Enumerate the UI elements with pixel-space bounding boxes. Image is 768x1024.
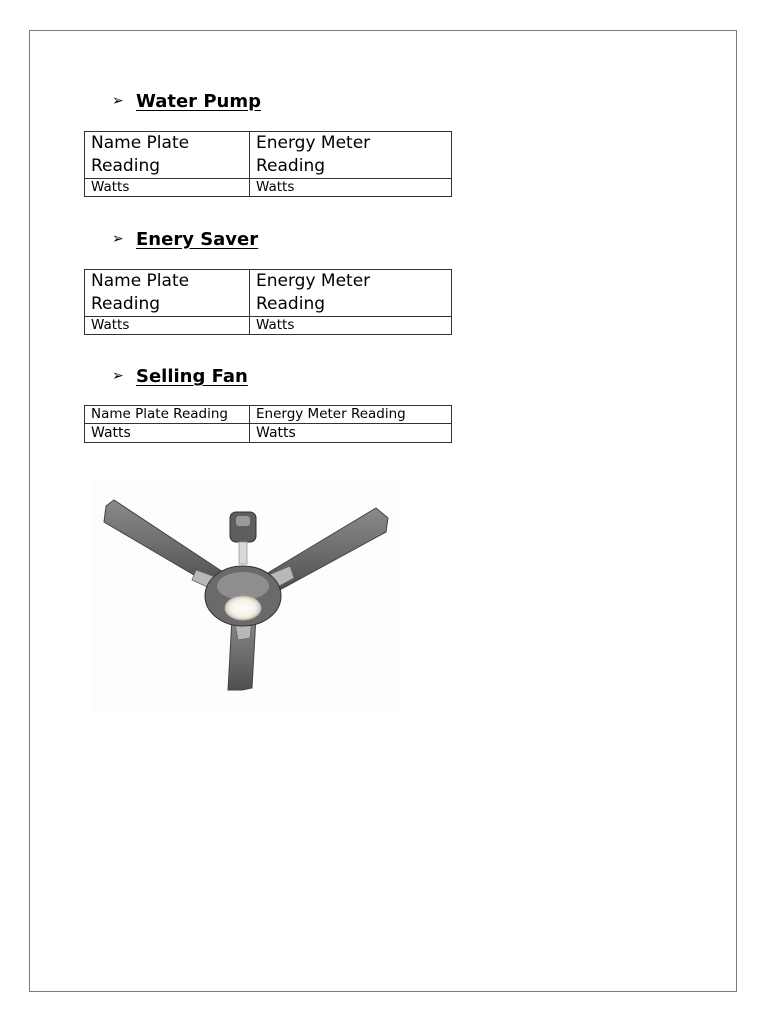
table-header-row [85, 406, 452, 424]
table-header-row [85, 132, 452, 179]
header-cell-name-plate: Name Plate Reading [85, 132, 250, 179]
table-cell: Watts [85, 179, 250, 197]
fan-light [225, 596, 261, 620]
fan-blade-bottom [228, 616, 256, 690]
arrow-bullet-icon: ➢ [112, 368, 124, 384]
table-row [85, 317, 452, 335]
arrow-bullet-icon: ➢ [112, 93, 124, 109]
arrow-bullet-icon: ➢ [112, 231, 124, 247]
header-cell-energy-meter: Energy Meter Reading [250, 406, 452, 424]
table-cell: Watts [250, 317, 452, 335]
table-row [85, 179, 452, 197]
section-title: Selling Fan [136, 366, 248, 387]
table-cell: Watts [85, 317, 250, 335]
energy-saver-table [84, 269, 452, 335]
section-title: Water Pump [136, 91, 261, 112]
section-heading-water-pump [112, 91, 261, 112]
ceiling-fan-image [92, 478, 398, 712]
table-header-row [85, 270, 452, 317]
header-cell-energy-meter: Energy Meter Reading [250, 270, 452, 317]
table-row [85, 424, 452, 443]
table-cell: Watts [85, 424, 250, 443]
water-pump-table [84, 131, 452, 197]
fan-motor-housing [205, 566, 281, 626]
table-cell: Watts [250, 424, 452, 443]
header-cell-name-plate: Name Plate Reading [85, 270, 250, 317]
section-heading-energy-saver [112, 229, 258, 250]
header-cell-energy-meter: Energy Meter Reading [250, 132, 452, 179]
header-cell-name-plate: Name Plate Reading [85, 406, 250, 424]
section-heading-selling-fan [112, 366, 248, 387]
selling-fan-table [84, 405, 452, 443]
section-title: Enery Saver [136, 229, 259, 250]
table-cell: Watts [250, 179, 452, 197]
